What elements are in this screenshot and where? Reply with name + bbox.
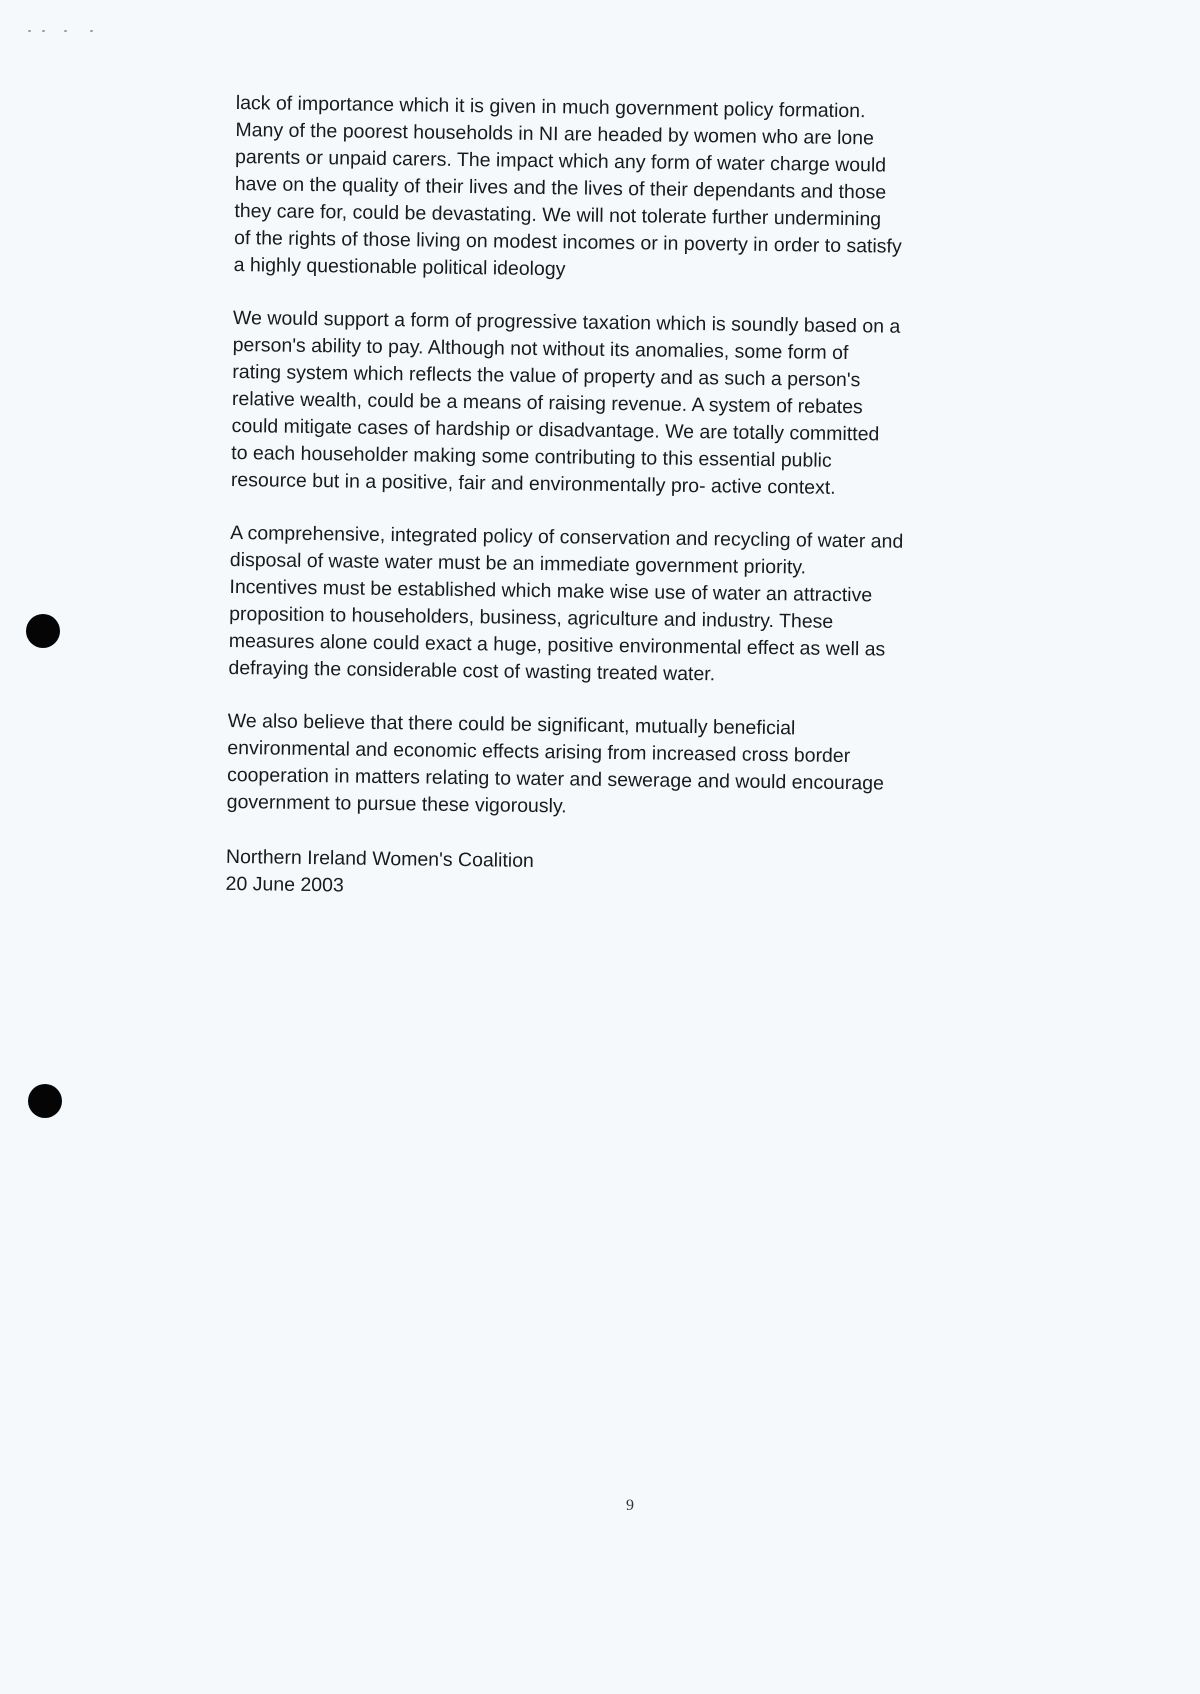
text-line: A comprehensive, integrated policy of conservation and recycling of water and bbox=[230, 521, 904, 553]
paragraph-3 bbox=[228, 520, 1050, 693]
text-line: defraying the considerable cost of wasting treated water. bbox=[228, 656, 716, 686]
text-line: parents or unpaid carers. The impact which any form of water charge would bbox=[234, 145, 887, 177]
paragraph-4 bbox=[226, 708, 1047, 827]
text-line: to each householder making some contributing to this essential public bbox=[231, 441, 832, 472]
signature-date: 20 June 2003 bbox=[225, 872, 344, 897]
text-line: have on the quality of their lives and the lives of their dependants and those bbox=[234, 172, 887, 204]
text-line: Incentives must be established which make wise use of water an attractive bbox=[229, 575, 873, 607]
text-line: lack of importance which it is given in much government policy formation. bbox=[235, 91, 866, 123]
text-line: they care for, could be devastating. We will not tolerate further undermining bbox=[234, 199, 882, 231]
signature-organization: Northern Ireland Women's Coalition bbox=[225, 845, 535, 872]
text-line: disposal of waste water must be an immediate government priority. bbox=[229, 548, 807, 579]
scan-artifact-marks bbox=[28, 26, 108, 36]
paragraph-1 bbox=[234, 90, 1056, 290]
text-line: could mitigate cases of hardship or disadvantage. We are totally committed bbox=[231, 414, 880, 446]
text-line: Many of the poorest households in NI are headed by women who are lone bbox=[235, 118, 875, 150]
text-line: a highly questionable political ideology bbox=[233, 253, 566, 281]
text-line: government to pursue these vigorously. bbox=[226, 790, 567, 818]
text-line: We would support a form of progressive taxation which is soundly based on a bbox=[232, 306, 901, 338]
signature-block bbox=[225, 844, 1046, 909]
text-line: resource but in a positive, fair and environmentally pro- active context. bbox=[230, 468, 836, 499]
letter-body bbox=[225, 90, 1056, 909]
text-line: of the rights of those living on modest incomes or in poverty in order to satisfy bbox=[233, 226, 902, 258]
page-number: 9 bbox=[626, 1497, 634, 1514]
text-line: rating system which reflects the value of property and as such a person's bbox=[232, 360, 861, 392]
punch-hole-bottom bbox=[28, 1084, 62, 1118]
text-line: measures alone could exact a huge, positive environmental effect as well as bbox=[228, 629, 886, 661]
text-line: relative wealth, could be a means of raising revenue. A system of rebates bbox=[231, 387, 863, 419]
text-line: person's ability to pay. Although not without its anomalies, some form of bbox=[232, 333, 849, 365]
text-line: We also believe that there could be significant, mutually beneficial bbox=[227, 709, 796, 740]
text-line: cooperation in matters relating to water and sewerage and would encourage bbox=[226, 763, 885, 795]
punch-hole-top bbox=[26, 614, 60, 648]
text-line: proposition to householders, business, agriculture and industry. These bbox=[228, 602, 834, 633]
paragraph-2 bbox=[231, 305, 1053, 505]
text-line: environmental and economic effects arising from increased cross border bbox=[227, 736, 851, 768]
